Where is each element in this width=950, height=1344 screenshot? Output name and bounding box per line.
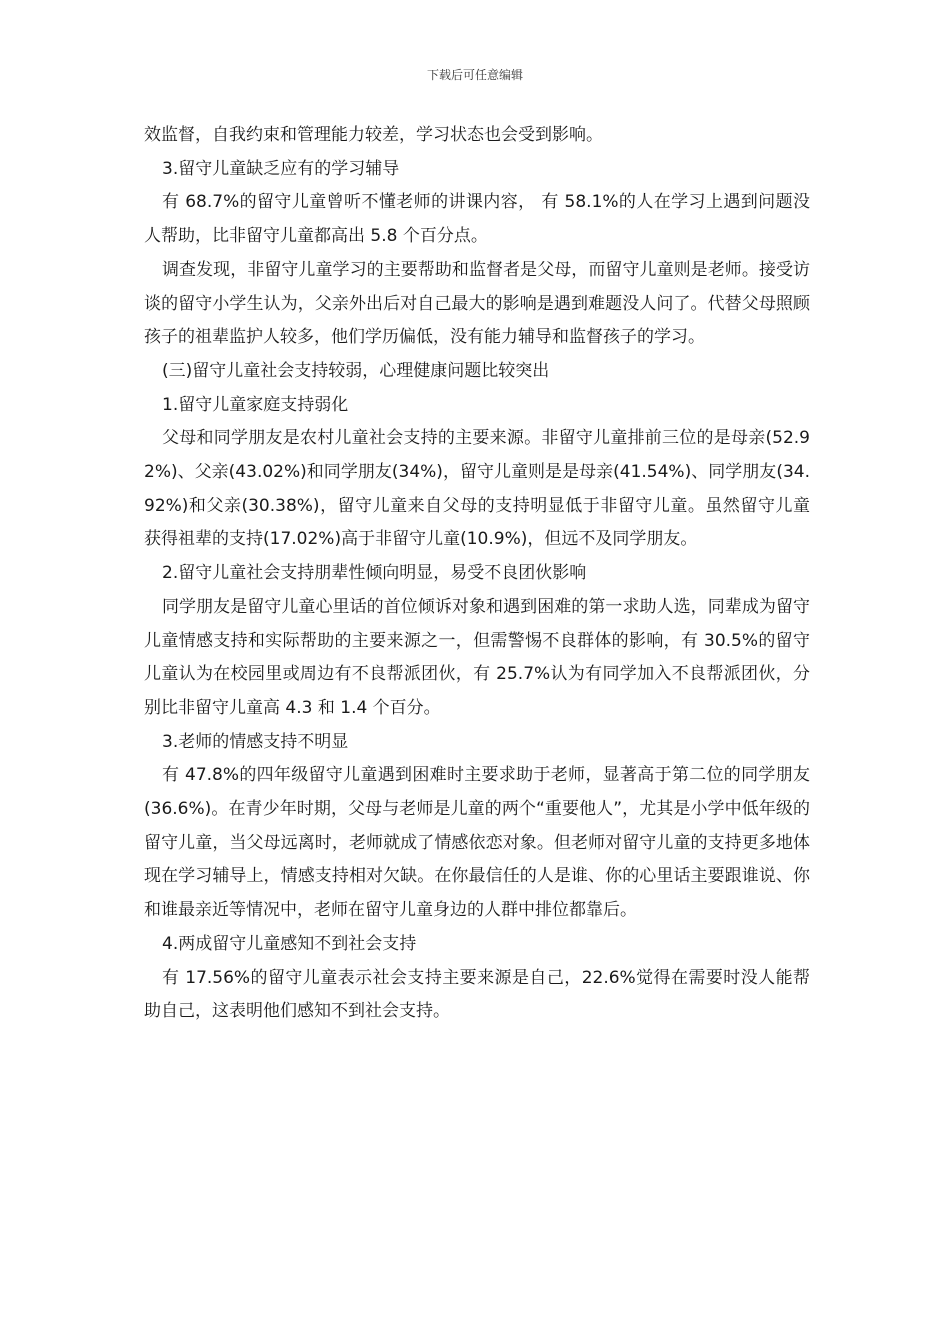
section-heading: 3.留守儿童缺乏应有的学习辅导 [162,158,400,179]
section-heading: 2.留守儿童社会支持朋辈性倾向明显，易受不良团伙影响 [162,563,587,584]
paragraph: 有 68.7%的留守儿童曾听不懂老师的讲课内容， 有 58.1%的人在学习上遇到问题没人帮助，比非留守儿童都高出 5.8 个百分点。 [144,192,810,247]
paragraph: 父母和同学朋友是农村儿童社会支持的主要来源。非留守儿童排前三位的是母亲(52.92%)、父亲(43.02%)和同学朋友(34%)，留守儿童则是是母亲(41.54%)、同学朋友(34.92%)和父亲(30.38%)，留守儿童来自父母的支持明显低于非留守儿童。虽然留守儿童获得祖辈的支持(17.02%)高于非留守儿童(10.9%)，但远不及同学朋友。 [144,428,810,550]
page-header: 下载后可任意编辑 [426,68,523,82]
paragraph: 效监督，自我约束和管理能力较差，学习状态也会受到影响。 [144,125,603,145]
section-heading: 1.留守儿童家庭支持弱化 [162,394,349,415]
document-body [144,119,810,1029]
section-heading: 4.两成留守儿童感知不到社会支持 [162,933,417,954]
section-heading: (三)留守儿童社会支持较弱，心理健康问题比较突出 [162,360,550,381]
paragraph: 有 47.8%的四年级留守儿童遇到困难时主要求助于老师，显著高于第二位的同学朋友(36.6%)。在青少年时期，父母与老师是儿童的两个“重要他人”，尤其是小学中低年级的留守儿童，当父母远离时，老师就成了情感依恋对象。但老师对留守儿童的支持更多地体现在学习辅导上，情感支持相对欠缺。在你最信任的人是谁、你的心里话主要跟谁说、你和谁最亲近等情况中，老师在留守儿童身边的人群中排位都靠后。 [144,765,810,921]
paragraph: 调查发现，非留守儿童学习的主要帮助和监督者是父母，而留守儿童则是老师。接受访谈的留守小学生认为，父亲外出后对自己最大的影响是遇到难题没人问了。代替父母照顾孩子的祖辈监护人较多，他们学历偏低，没有能力辅导和监督孩子的学习。 [144,259,810,348]
paragraph: 有 17.56%的留守儿童表示社会支持主要来源是自己，22.6%觉得在需要时没人能帮助自己，这表明他们感知不到社会支持。 [144,967,810,1022]
paragraph: 同学朋友是留守儿童心里话的首位倾诉对象和遇到困难的第一求助人选，同辈成为留守儿童情感支持和实际帮助的主要来源之一，但需警惕不良群体的影响，有 30.5%的留守儿童认为在校园里或周边有不良帮派团伙，有 25.7%认为有同学加入不良帮派团伙，分别比非留守儿童高 4.3 和 1.4 个百分。 [144,596,810,718]
section-heading: 3.老师的情感支持不明显 [162,731,349,752]
